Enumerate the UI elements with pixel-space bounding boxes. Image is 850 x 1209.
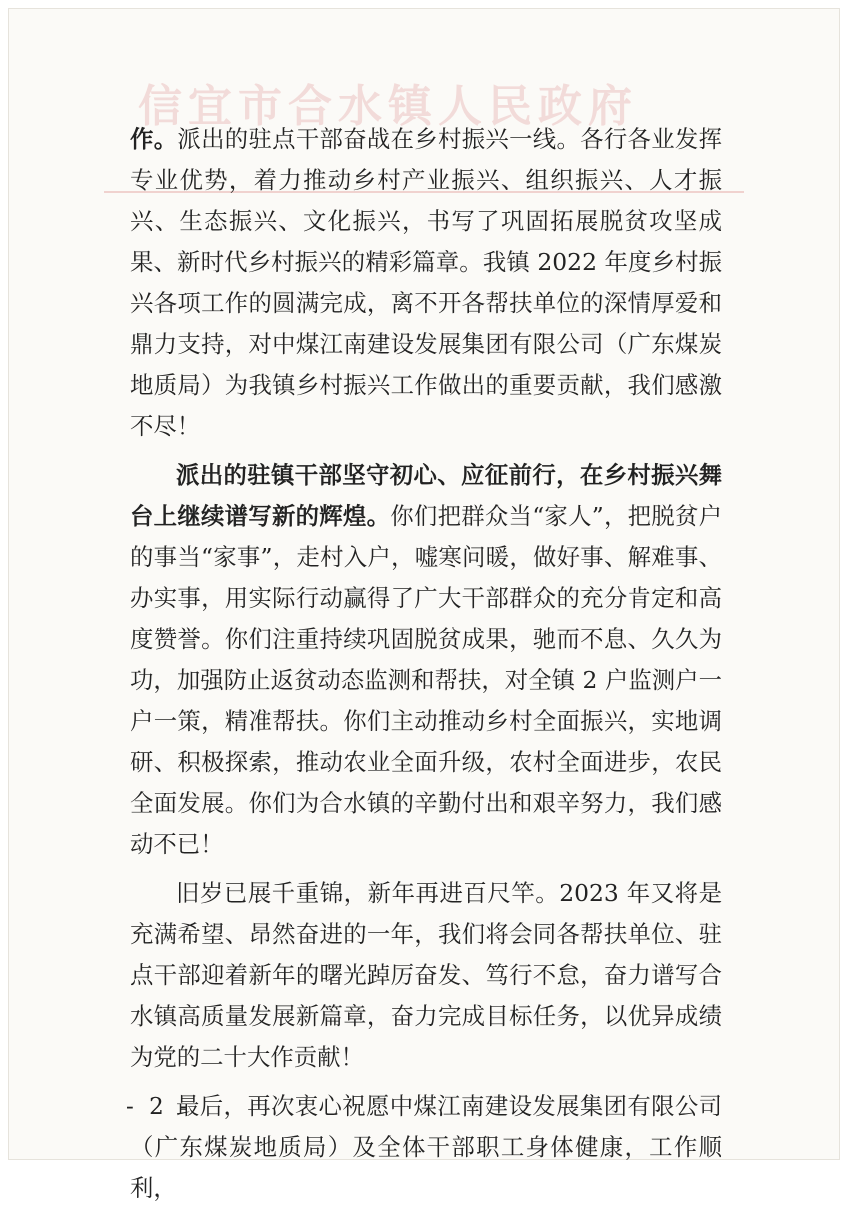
page-number: - 2 - bbox=[126, 1094, 191, 1120]
paragraph-3 bbox=[130, 873, 722, 1078]
letter-body bbox=[130, 119, 722, 1209]
paragraph-4 bbox=[130, 1086, 722, 1209]
paragraph-2 bbox=[130, 455, 722, 865]
paragraph-1 bbox=[130, 119, 722, 447]
paragraph-1-text: 派出的驻点干部奋战在乡村振兴一线。各行各业发挥专业优势，着力推动乡村产业振兴、组织振兴、人才振兴、生态振兴、文化振兴，书写了巩固拓展脱贫攻坚成果、新时代乡村振兴的精彩篇章。我镇 2022 年度乡村振兴各项工作的圆满完成，离不开各帮扶单位的深情厚爱和鼎力支持，对中煤江南建设发展集团有限公司（广东煤炭地质局）为我镇乡村振兴工作做出的重要贡献，我们感激不尽！ bbox=[130, 125, 723, 440]
paragraph-3-text: 旧岁已展千重锦，新年再进百尺竿。2023 年又将是充满希望、昂然奋进的一年，我们将会同各帮扶单位、驻点干部迎着新年的曙光踔厉奋发、笃行不怠，奋力谱写合水镇高质量发展新篇章，奋力完成目标任务，以优异成绩为党的二十大作贡献！ bbox=[130, 879, 722, 1071]
paragraph-2-text: 你们把群众当“家人”，把脱贫户的事当“家事”，走村入户，嘘寒问暖，做好事、解难事、办实事，用实际行动赢得了广大干部群众的充分肯定和高度赞誉。你们注重持续巩固脱贫成果，驰而不息、久久为功，加强防止返贫动态监测和帮扶，对全镇 2 户监测户一户一策，精准帮扶。你们主动推动乡村全面振兴，实地调研、积极探索，推动农业全面升级，农村全面进步，农民全面发展。你们为合水镇的辛勤付出和艰辛努力，我们感动不已！ bbox=[130, 502, 722, 858]
paragraph-4-text: 最后，再次衷心祝愿中煤江南建设发展集团有限公司（广东煤炭地质局）及全体干部职工身体健康，工作顺利， bbox=[130, 1092, 722, 1202]
paragraph-2-bold-lead: 派出的驻镇干部坚守初心、应征前行，在乡村振兴舞台上继续谱写新的辉煌。 bbox=[130, 461, 722, 530]
paragraph-1-bold-lead: 作。 bbox=[130, 125, 178, 153]
header-bleed-through: 信宜市合水镇人民政府 bbox=[138, 81, 638, 132]
document-page bbox=[8, 8, 840, 1202]
